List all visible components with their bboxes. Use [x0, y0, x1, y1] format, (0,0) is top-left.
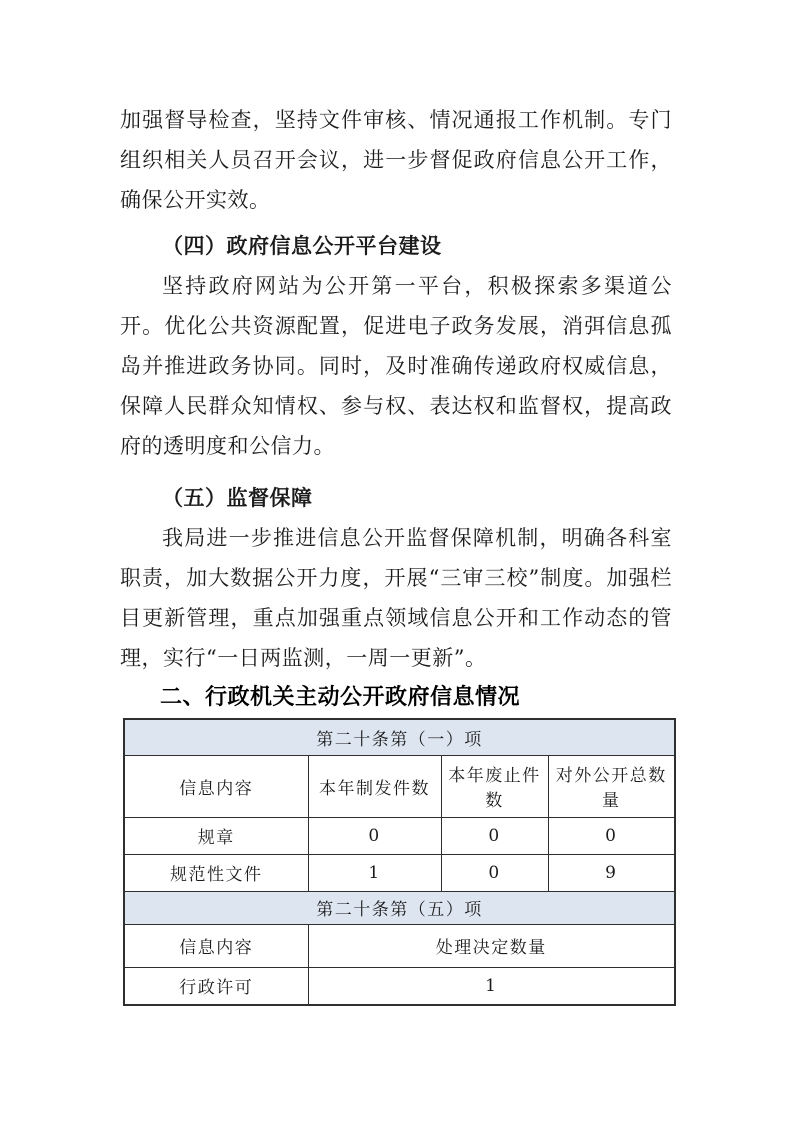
- table-column-header: 本年废止件数: [441, 755, 548, 817]
- table-cell: 0: [308, 817, 441, 854]
- disclosure-table: [123, 718, 676, 1006]
- table-row: [124, 854, 675, 891]
- table-row: [124, 755, 675, 817]
- table-cell: 1: [308, 967, 675, 1005]
- table-cell: 0: [548, 817, 675, 854]
- table-column-header: 信息内容: [124, 924, 308, 967]
- section-heading-4: （四）政府信息公开平台建设: [162, 233, 442, 258]
- table-row: [124, 891, 675, 924]
- main-heading: 二、行政机关主动公开政府信息情况: [160, 685, 521, 710]
- table-row: [124, 817, 675, 854]
- table-column-header: 处理决定数量: [308, 924, 675, 967]
- table-column-header: 信息内容: [124, 755, 308, 817]
- table-cell: 行政许可: [124, 967, 308, 1005]
- table-cell: 规章: [124, 817, 308, 854]
- table-column-header: 对外公开总数量: [548, 755, 675, 817]
- table-section-title-2: 第二十条第（五）项: [124, 891, 675, 924]
- table-section-title-1: 第二十条第（一）项: [124, 719, 675, 755]
- table-cell: 规范性文件: [124, 854, 308, 891]
- table-row: [124, 719, 675, 755]
- table-cell: 1: [308, 854, 441, 891]
- table-column-header: 本年制发件数: [308, 755, 441, 817]
- table-cell: 0: [441, 854, 548, 891]
- table-cell: 9: [548, 854, 675, 891]
- body-paragraph-3: 我局进一步推进信息公开监督保障机制，明确各科室职责，加大数据公开力度，开展“三审三校”制度。加强栏目更新管理，重点加强重点领域信息公开和工作动态的管理，实行“一日两监测，一周一更新”。: [120, 526, 672, 670]
- section-heading-5: （五）监督保障: [162, 485, 313, 510]
- table-row: [124, 924, 675, 967]
- table-row: [124, 967, 675, 1005]
- body-paragraph-1: 加强督导检查，坚持文件审核、情况通报工作机制。专门组织相关人员召开会议，进一步督促政府信息公开工作，确保公开实效。: [120, 108, 672, 212]
- body-paragraph-2: 坚持政府网站为公开第一平台，积极探索多渠道公开。优化公共资源配置，促进电子政务发展，消弭信息孤岛并推进政务协同。同时，及时准确传递政府权威信息，保障人民群众知情权、参与权、表达权和监督权，提高政府的透明度和公信力。: [120, 274, 672, 458]
- table-cell: 0: [441, 817, 548, 854]
